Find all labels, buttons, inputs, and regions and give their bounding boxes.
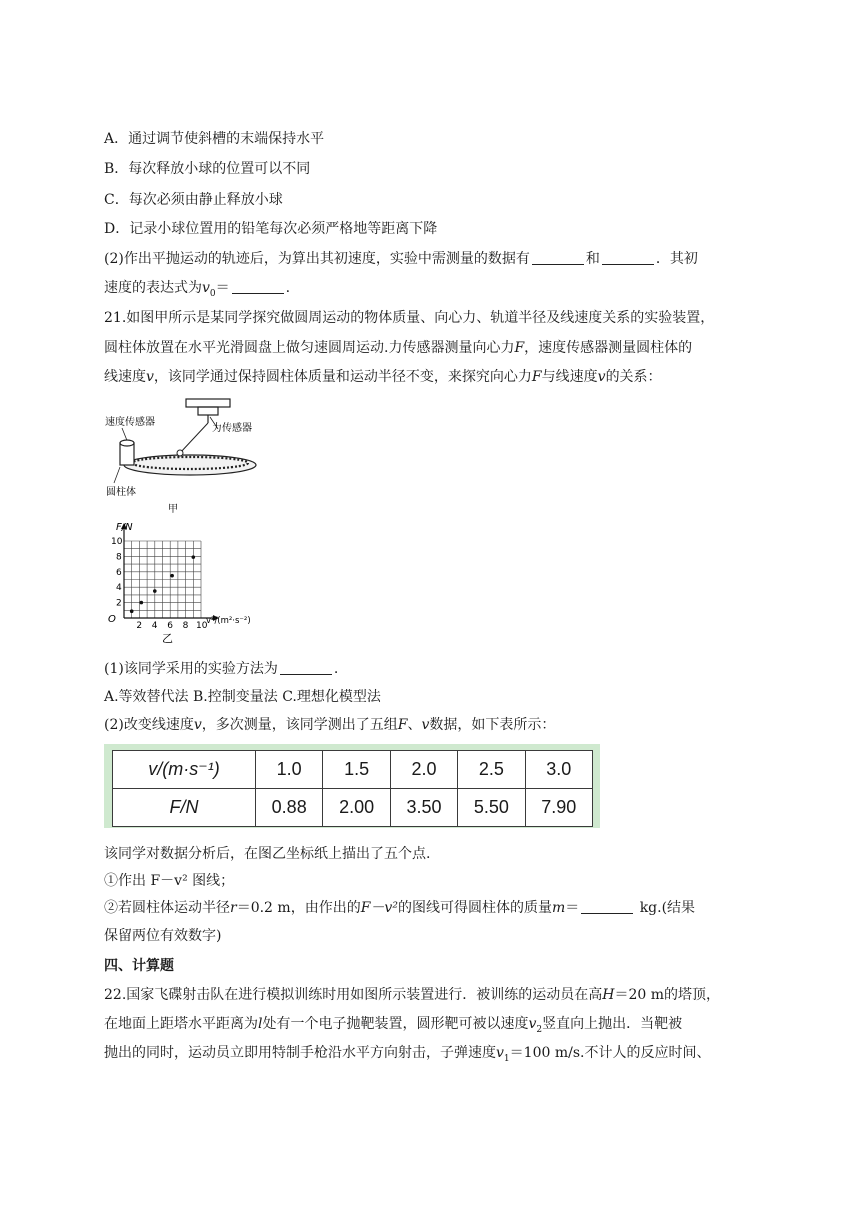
var: m <box>551 900 566 916</box>
option-a: A．通过调节使斜槽的末端保持水平 <box>104 131 325 147</box>
y-tick-label: 6 <box>116 567 122 578</box>
text: ，速度传感器测量圆柱体的 <box>524 340 693 356</box>
text: (2)作出平抛运动的轨迹后，为算出其初速度，实验中需测量的数据有 <box>104 251 530 267</box>
figure-jia-apparatus <box>100 395 260 520</box>
force-sensor-body <box>198 407 218 415</box>
label-force-sensor: 力传感器 <box>212 423 252 434</box>
text: 与线速度 <box>541 369 598 385</box>
data-point <box>130 609 134 613</box>
table-cell: 7.90 <box>525 789 592 827</box>
var: F <box>514 340 525 356</box>
q21-part1-line1 <box>104 659 338 679</box>
q22-line3 <box>104 1043 710 1069</box>
var: F <box>397 717 408 733</box>
q21-after-line1: 该同学对数据分析后，在图乙坐标纸上描出了五个点. <box>104 846 431 862</box>
row-header-force <box>113 789 256 827</box>
origin-label: O <box>108 614 116 625</box>
text: kg.(结果 <box>639 900 696 916</box>
y-tick-label: 4 <box>116 583 122 594</box>
text: 线速度 <box>104 369 146 385</box>
table-cell: 2.00 <box>323 789 390 827</box>
text: 数据，如下表所示： <box>429 717 556 733</box>
q21-line3 <box>104 367 662 387</box>
data-point <box>140 601 144 605</box>
row-header-velocity <box>113 751 256 789</box>
plot-grid <box>124 541 201 618</box>
subscript: 2 <box>536 1024 543 1035</box>
text: 、 <box>407 717 422 733</box>
y-tick-label: 8 <box>116 552 122 563</box>
y-tick-label: 10 <box>111 537 123 547</box>
text: 22.国家飞碟射击队在进行模拟训练时用如图所示装置进行．被训练的运动员在高 <box>104 987 603 1003</box>
q21-line2 <box>104 338 692 358</box>
x-tick-label: 2 <box>136 621 143 631</box>
text: ．其初 <box>655 251 698 267</box>
text: 抛出的同时，运动员立即用特制手枪沿水平方向射击，子弹速度 <box>104 1045 496 1061</box>
answer-blank <box>532 250 584 265</box>
data-point <box>192 555 196 559</box>
text: 的图线可得圆柱体的质量 <box>397 900 552 916</box>
q21-after-line4: 保留两位有效数字) <box>104 928 222 944</box>
text: 和 <box>585 251 600 267</box>
caption-jia: 甲 <box>168 504 178 515</box>
x-tick-label: 10 <box>196 621 208 631</box>
data-table-wrapper <box>104 744 600 828</box>
cell-text: F/N <box>169 797 199 817</box>
table-cell: 0.88 <box>256 789 323 827</box>
answer-blank <box>232 279 284 294</box>
table-cell: 1.5 <box>323 751 390 789</box>
label-cylinder: 圆柱体 <box>106 487 136 498</box>
var: l <box>258 1016 263 1032</box>
xlabel: v²/(m²·s⁻²) <box>206 616 251 626</box>
q22-line1 <box>104 985 720 1005</box>
pulley <box>177 450 183 456</box>
data-point <box>153 589 157 593</box>
label-speed-sensor: 速度传感器 <box>105 417 155 428</box>
text: ＝0.2 m，由作出的 <box>236 900 361 916</box>
text: 圆柱体放置在水平光滑圆盘上做匀速圆周运动.力传感器测量向心力 <box>104 340 515 356</box>
answer-blank <box>581 899 633 914</box>
text: ＝ <box>215 280 230 296</box>
formula: F－v² <box>360 900 398 916</box>
var: v <box>421 717 430 733</box>
ylabel: F/N <box>116 522 133 533</box>
var: r <box>230 900 237 916</box>
string <box>180 423 208 453</box>
figure-yi-plot <box>100 520 270 656</box>
text: (2)改变线速度 <box>104 717 194 733</box>
text: . <box>333 661 339 677</box>
var: v <box>202 280 210 296</box>
x-tick-label: 8 <box>182 621 189 631</box>
text: . <box>285 280 291 296</box>
q20-part2-line2 <box>104 278 290 304</box>
cylinder-leader <box>114 467 120 483</box>
section-heading: 四、计算题 <box>104 958 174 974</box>
text: 在地面上距塔水平距离为 <box>104 1016 258 1032</box>
option-c: C．每次必须由静止释放小球 <box>104 192 283 208</box>
table-cell: 1.0 <box>256 751 323 789</box>
cell-text: v/(m·s⁻¹) <box>148 759 220 779</box>
var: H <box>602 987 615 1003</box>
table-row <box>113 789 593 827</box>
subscript: 0 <box>209 288 216 299</box>
table-cell: 2.0 <box>390 751 457 789</box>
text: 速度的表达式为 <box>104 280 202 296</box>
text: ＝20 m的塔顶， <box>614 987 721 1003</box>
cylinder-top <box>120 440 134 446</box>
text: 竖直向上抛出．当靶被 <box>542 1016 683 1032</box>
subscript: 1 <box>503 1053 510 1064</box>
text: (1)该同学采用的实验方法为 <box>104 661 278 677</box>
x-tick-label: 4 <box>151 621 158 631</box>
data-table <box>112 750 593 827</box>
mount-plate <box>186 399 230 407</box>
var: v <box>193 717 202 733</box>
text: ＝100 m/s.不计人的反应时间、 <box>509 1045 711 1061</box>
option-b: B．每次释放小球的位置可以不同 <box>104 161 311 177</box>
text: ，多次测量，该同学测出了五组 <box>201 717 398 733</box>
y-tick-label: 2 <box>116 598 122 609</box>
q21-part1-line2: A.等效替代法 B.控制变量法 C.理想化模型法 <box>104 689 381 705</box>
table-cell: 3.0 <box>525 751 592 789</box>
q20-part2-line1 <box>104 249 698 269</box>
table-cell: 3.50 <box>390 789 457 827</box>
table-cell: 2.5 <box>458 751 525 789</box>
caption-yi: 乙 <box>162 632 173 645</box>
var: F <box>531 369 542 385</box>
text: 的关系： <box>605 369 662 385</box>
q21-after-line2: ①作出 F－v² 图线； <box>104 873 235 889</box>
q21-after-line3 <box>104 898 695 918</box>
var: v <box>146 369 154 385</box>
var: v <box>597 369 606 385</box>
text: ②若圆柱体运动半径 <box>104 900 230 916</box>
var: v <box>528 1016 537 1032</box>
text: ＝ <box>565 900 580 916</box>
q21-line1: 21.如图甲所示是某同学探究做圆周运动的物体质量、向心力、轨道半径及线速度关系的实验装置， <box>104 310 715 326</box>
answer-blank <box>602 250 654 265</box>
answer-blank <box>280 660 332 675</box>
data-point <box>170 574 174 578</box>
table-row <box>113 751 593 789</box>
table-cell: 5.50 <box>458 789 525 827</box>
text: ，该同学通过保持圆柱体质量和运动半径不变，来探究向心力 <box>153 369 532 385</box>
q22-line2 <box>104 1014 682 1040</box>
option-d: D．记录小球位置用的铅笔每次必须严格地等距离下降 <box>104 221 438 237</box>
q21-part2-line <box>104 715 555 735</box>
var: v <box>496 1045 504 1061</box>
x-tick-label: 6 <box>167 621 173 631</box>
text: 处有一个电子抛靶装置，圆形靶可被以速度 <box>262 1016 529 1032</box>
